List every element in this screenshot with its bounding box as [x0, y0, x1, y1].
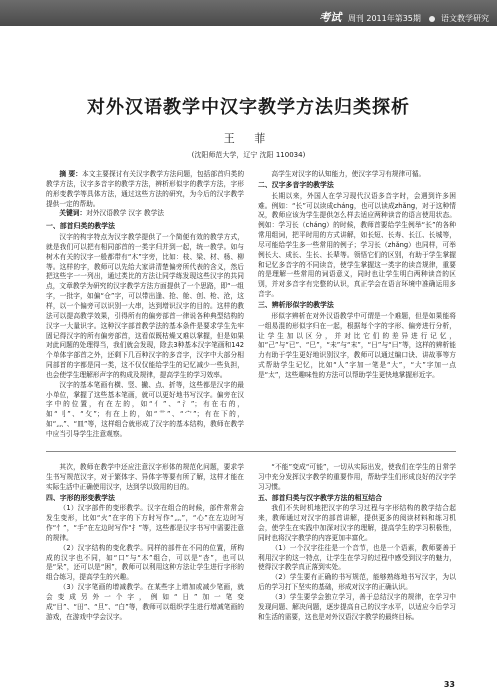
paragraph: 我们不失时机地把汉字的学习过程与字形结构的教学结合起来，教师通过对汉字的部首讲解，提供更多的阅读材料和练习机会，使学生在实践中加深对汉字的理解，提高学生的学习积极性，同时也将汉字教学的内容更加丰富化。	[258, 504, 456, 542]
section-heading: 五、部首归类与汉字教学方法的相互结合	[258, 493, 383, 502]
paragraph: 长期以来，外国人在学习现代汉语多音字时，会遇到许多困难。例如：“长”可以读成cháng，也可以读成zhǎng，对于这种情况，教师应该为学生提供怎么样去适应两种读音的语言使用状态。例如：学习长（cháng）的时候，教师首要给学生例举“长”的各种常用组词，把平时用的方式讲解，如长短、长寿、长江、长城等，尽可能给学生多一些常用的例子；学习长（zhǎng）也同样，可举例长大、成长、生长、长辈等。领悟它们的区别，有助于学生掌握和记忆多音字的不同读音，使学生掌握这一类字的读音规律，重要的是理解一些常用的词语意义，同时也让学生明白两种读音的区别，并对多音字有完整的认识，真正学会在语言环境中准确运用多音字。	[258, 191, 456, 299]
paragraph: （3）学生要学会独立学习，善于总结汉字的规律，在学习中发现问题、解决问题，逐步提高自己的汉字水平，以适应今后学习和生活的需要，这也是对外汉语汉字教学的最终目标。	[258, 592, 456, 621]
left-column	[46, 170, 244, 440]
abstract	[46, 170, 244, 209]
page-number: 33	[443, 680, 455, 689]
bottom-left-column	[46, 463, 244, 623]
section-heading: 二、汉字多音字的教学法	[258, 180, 334, 189]
paragraph: 其次，教师在教学中还应注意汉字形体的规范化问题，要求学生书写规范汉字，对于繁体字、异体字等要有所了解，这样才能在实际生活中正确使用汉字，达到学以致用的目的。	[46, 463, 244, 491]
paragraph: （3）汉字笔画的增减教学。在某些字上增加或减少笔画，就会变成另外一个字，例如“日”加一笔变成“目”、“田”、“旦”、“白”等，教师可以组织学生进行增减笔画的游戏，在游戏中学会汉字。	[46, 583, 244, 621]
keywords	[46, 209, 244, 219]
paragraph: 汉字的基本笔画有横、竖、撇、点、折等，这些都是汉字的最小单位，掌握了这些基本笔画，就可以更好地书写汉字。偏旁在汉字中的位置，有在左的，如“亻”、“氵”；有在右的，如“刂”、“攵”；有在上的，如“艹”、“宀”；有在下的，如“灬”、“皿”等，这样组合就形成了汉字的基本结构，教师在教学中应当引导学生注意观察。	[46, 380, 244, 438]
author-name: 王 菲	[223, 132, 274, 145]
section-label: 语文教学研究	[441, 14, 489, 23]
paragraph: （2）学生要有正确的书写规范，能够熟练地书写汉字，为以后的学习打下坚实的基础，形成对汉字的正确认识。	[258, 573, 456, 592]
right-column	[258, 170, 456, 381]
paragraph: （1）一个汉字往往是一个音节，也是一个语素，教师要善于利用汉字的这一特点，让学生在学习的过程中感受到汉字的魅力，使得汉字教学真正落到实处。	[258, 543, 456, 572]
bottom-right-column	[258, 463, 456, 623]
right-body	[258, 170, 456, 381]
paragraph: 形似字辨析在对外汉语教学中可谓是一个难题，但是如果能将一组易混的形似字归在一起，根据每个字的字形、偏旁进行分析，让学生加以区分，并对比它们的差异进行记忆，如“己”与“已”、“巳”，“未”与“末”，“日”与“曰”等，这样的辨析能力有助于学生更好地识别汉字，教师可以通过编口诀、讲故事等方式帮助学生记忆，比如“人”字加一笔是“大”，“大”字加一点是“太”，这些趣味性的方法可以帮助学生更快地掌握形近字。	[258, 311, 456, 379]
bottom-left-body	[46, 463, 244, 623]
paragraph: 汉字的构字特点为汉字教学提供了一个简便有效的教学方式，就是我们可以把有相同部首的一类字归并到一起，统一教学。如与树木有关的汉字一般都带有“木”字旁，比如：枝、梁、材、杨、柳等。这样的字，教师可以先给大家讲清楚偏旁所代表的含义，然后把这些字一一列出，通过类比的方法让同学练发现这些汉字的共同点，文章教学为研究的汉字教学方法方面提供了一个思路，即“一组字，一批字，如偏“仓”字，可以带出逢、抢、舱、创、枪、沧，这样，以一个偏旁可以识别一大串，达到增识汉字的目的。这样的教法可以提高教学效果，引得所有的偏旁部首一律说各种典型结构的汉字一大量识字。这种汉字部首教学法的基本条件是要求学生先牢固记得汉字的所有偏旁部首，这看似既枯燥又难以掌握，但是如果对此问题的处理得当，我们就会发现，除去3种基本汉字笔画和142个单体字部首之外，还剩下几百种汉字的多音字，汉字中大部分相同部首的字都是同一类，这不仅仅能给学生的记忆减少一些负担，也会使学生理解形声字的构成及规律，提高学生的学习效率。	[46, 233, 244, 379]
abstract-label: 摘 要：	[59, 170, 83, 178]
paragraph: （2）汉字结构的变化教学。同样的部件在不同的位置，所构成的汉字也不同，如“口”与“木”组合，可以是“杏”，也可以是“呆”，还可以是“困”，教师可以利用这种方法让学生进行字形的组合练习，提高学生的兴趣。	[46, 543, 244, 582]
header-band	[0, 0, 497, 26]
section-heading: 三、辨析形似字的教学法	[258, 300, 334, 309]
left-body	[46, 222, 244, 440]
author-affiliation: (沈阳师范大学，辽宁 沈阳 110034)	[191, 151, 306, 159]
abstract-text: 本文主要探讨有关汉字教学方法问题，包括部首归类的教学方法，汉字多音字的教学方法，辨析形似字的教学方法，字形的形变教学等具体方法，通过这些方法的研究，为今后的汉字教学提供一定的帮助。	[46, 170, 244, 208]
issue-label: 周刊 2011年第35期	[347, 14, 421, 23]
keywords-label: 关键词：	[59, 209, 87, 218]
paragraph: “不能”变成“可能”，一切从实际出发，使我们在学生的日常学习中充分发挥汉字教学的重要作用，帮助学生们形成良好的汉字学习习惯。	[258, 463, 456, 491]
paragraph: 高学生对汉字的认知能力，使汉字学习有规律可循。	[271, 170, 426, 178]
paragraph: （1）汉字部件的变形教学。汉字在组合的时候，部件常常会发生变形，比如“火”在字的下方时写作“灬”，“心”在左边时写作“忄”，“手”在左边时写作“扌”等，这些都是汉字书写中需要注意的规律。	[46, 504, 244, 542]
keywords-text: 对外汉语教学 汉字 教学法	[86, 209, 164, 218]
header-masthead	[319, 9, 489, 25]
section-heading: 四、字形的形变教学法	[46, 493, 115, 502]
section-heading: 一、部首归类的教学法	[46, 222, 115, 231]
article-title: 对外汉语教学中汉字教学方法归类探析	[87, 97, 410, 118]
journal-logo: 考试	[319, 11, 342, 24]
bottom-right-body	[258, 463, 456, 623]
section-divider	[46, 451, 456, 452]
bullet-icon	[429, 16, 435, 22]
